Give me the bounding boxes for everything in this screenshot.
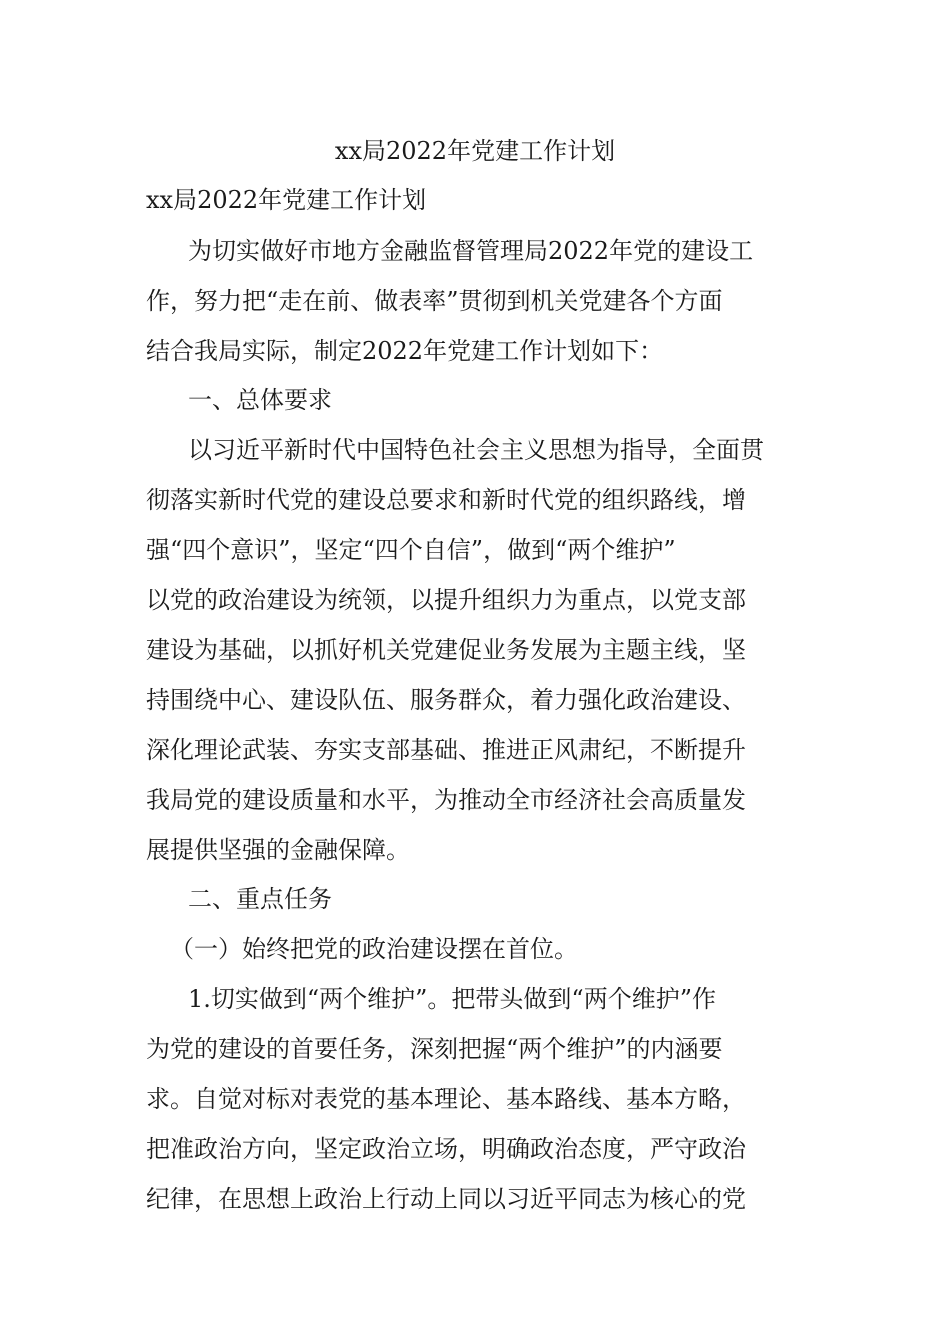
paragraph-line: 纪律，在思想上政治上行动上同以习近平同志为核心的党: [146, 1185, 746, 1213]
paragraph-line: 彻落实新时代党的建设总要求和新时代党的组织路线，增: [146, 486, 746, 514]
paragraph-line: 为党的建设的首要任务，深刻把握“两个维护”的内涵要: [146, 1035, 723, 1063]
paragraph-line: 1.切实做到“两个维护”。把带头做到“两个维护”作: [188, 985, 716, 1013]
paragraph-line: 以党的政治建设为统领，以提升组织力为重点，以党支部: [146, 586, 746, 614]
paragraph-line: 求。自觉对标对表党的基本理论、基本路线、基本方略，: [146, 1085, 746, 1113]
paragraph-line: 把准政治方向，坚定政治立场，明确政治态度，严守政治: [146, 1135, 746, 1163]
document-title: xx局2022年党建工作计划: [334, 137, 616, 165]
paragraph-line: 以习近平新时代中国特色社会主义思想为指导，全面贯: [188, 436, 764, 464]
document-subtitle: xx局2022年党建工作计划: [146, 186, 427, 214]
paragraph-line: 建设为基础，以抓好机关党建促业务发展为主题主线，坚: [146, 636, 746, 664]
paragraph-line: 深化理论武装、夯实支部基础、推进正风肃纪，不断提升: [146, 736, 746, 764]
section-heading: 二、重点任务: [188, 885, 332, 913]
paragraph-line: 我局党的建设质量和水平，为推动全市经济社会高质量发: [146, 786, 746, 814]
paragraph-line: 展提供坚强的金融保障。: [146, 836, 410, 864]
paragraph-line: 强“四个意识”，坚定“四个自信”，做到“两个维护”: [146, 536, 676, 564]
section-heading: 一、总体要求: [188, 386, 332, 414]
subsection-heading: （一）始终把党的政治建设摆在首位。: [170, 935, 578, 963]
paragraph-line: 结合我局实际，制定2022年党建工作计划如下：: [146, 337, 664, 365]
paragraph-line: 作，努力把“走在前、做表率”贯彻到机关党建各个方面: [146, 287, 723, 315]
paragraph-line: 持围绕中心、建设队伍、服务群众，着力强化政治建设、: [146, 686, 746, 714]
paragraph-line: 为切实做好市地方金融监督管理局2022年党的建设工: [188, 237, 754, 265]
